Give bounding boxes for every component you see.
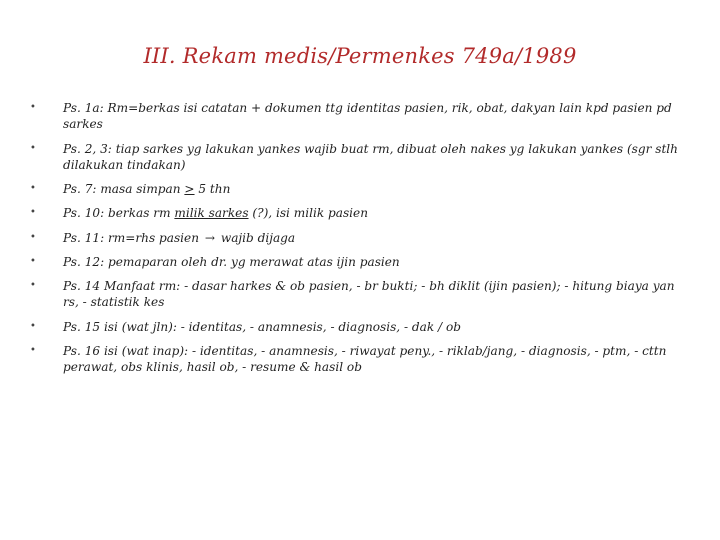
bullet-text: Ps. 2, 3: tiap sarkes yg lakukan yankes wajib buat rm, dibuat oleh nakes yg lakukan yankes (sgr stlh dilakukan tindakan) [63, 141, 678, 173]
bullet-marker: • [30, 344, 36, 356]
bullet-text-before: Ps. 11: rm=rhs pasien [63, 230, 203, 245]
bullet-marker: • [30, 255, 36, 267]
bullet-item-ps15 [30, 319, 690, 335]
bullet-text: Ps. 16 isi (wat inap): - identitas, - anamnesis, - riwayat peny., - riklab/jang, - diagnosis, - ptm, - cttn perawat, obs klinis, hasil ob, - resume & hasil ob [63, 343, 667, 375]
bullet-item-ps2-3 [30, 141, 690, 174]
bullet-text: Ps. 12: pemaparan oleh dr. yg merawat atas ijin pasien [63, 254, 400, 269]
bullet-text-after: (?), isi milik pasien [248, 206, 368, 221]
bullet-item-ps7 [30, 181, 690, 197]
bullet-text-before: Ps. 10: berkas rm [63, 206, 175, 221]
bullet-marker: • [30, 207, 36, 219]
bullet-item-ps10 [30, 205, 690, 221]
bullet-marker: • [30, 142, 36, 154]
arrow-right-icon: → [204, 230, 215, 245]
bullet-text-before: Ps. 7: masa simpan [63, 182, 185, 197]
bullet-marker: • [30, 280, 36, 292]
bullet-text: Ps. 15 isi (wat jln): - identitas, - anamnesis, - diagnosis, - dak / ob [63, 319, 461, 334]
bullet-marker: • [30, 320, 36, 332]
bullet-text: Ps. 1a: Rm=berkas isi catatan + dokumen ttg identitas pasien, rik, obat, dakyan lain kpd pasien pd sarkes [63, 101, 672, 132]
bullet-marker: • [30, 231, 36, 243]
bullet-list [30, 100, 690, 383]
bullet-marker: • [30, 183, 36, 195]
bullet-item-ps12 [30, 254, 690, 270]
bullet-item-ps11 [30, 230, 690, 246]
greater-or-equal-symbol: > [184, 182, 195, 197]
bullet-item-ps16 [30, 343, 690, 376]
underlined-text: milik sarkes [174, 206, 249, 221]
bullet-text-after: wajib dijaga [220, 230, 296, 245]
bullet-item-ps14 [30, 278, 690, 311]
bullet-item-ps1a [30, 100, 690, 133]
bullet-marker: • [30, 102, 36, 113]
slide-title: III. Rekam medis/Permenkes 749a/1989 [143, 44, 577, 68]
bullet-text: Ps. 14 Manfaat rm: - dasar harkes & ob pasien, - br bukti; - bh diklit (ijin pasien); - hitung biaya yan rs, - statistik kes [63, 279, 675, 310]
bullet-text-after: 5 thn [194, 182, 231, 197]
